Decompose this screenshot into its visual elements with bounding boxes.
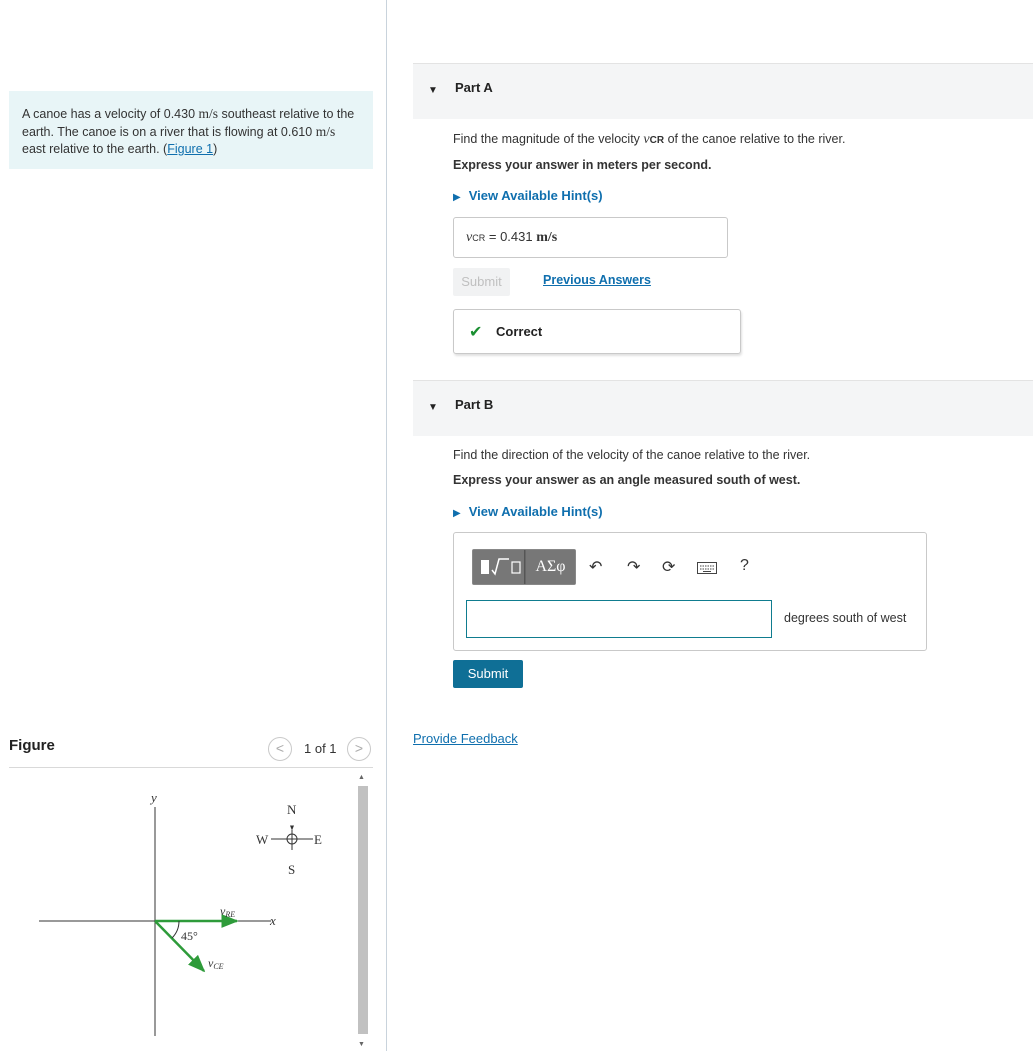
compass-rose bbox=[256, 802, 322, 877]
greek-symbols-button[interactable]: ΑΣφ bbox=[526, 550, 575, 584]
expand-triangle-icon: ▶ bbox=[453, 508, 461, 519]
x-axis-label: x bbox=[270, 913, 276, 928]
chevron-left-icon: < bbox=[275, 740, 285, 756]
scroll-down-icon[interactable]: ▼ bbox=[358, 1041, 365, 1048]
angle-label: 45° bbox=[181, 929, 198, 943]
panel-divider bbox=[386, 0, 387, 1051]
answer-input[interactable] bbox=[466, 600, 772, 638]
unit: m/s bbox=[198, 106, 219, 121]
part-b-title: Part B bbox=[455, 397, 494, 412]
part-a-instruction: Express your answer in meters per second. bbox=[453, 158, 712, 172]
figure-title: Figure bbox=[9, 737, 55, 754]
part-b-hint-toggle[interactable] bbox=[453, 504, 603, 519]
provide-feedback-link[interactable]: Provide Feedback bbox=[413, 731, 518, 746]
next-figure-button[interactable] bbox=[347, 737, 371, 761]
part-b-instruction: Express your answer as an angle measured south of west. bbox=[453, 473, 801, 487]
question-text: of the canoe relative to the river. bbox=[667, 132, 846, 146]
previous-figure-button[interactable] bbox=[268, 737, 292, 761]
question-text: Find the magnitude of the velocity bbox=[453, 132, 640, 146]
unit-label: degrees south of west bbox=[784, 611, 907, 625]
left-panel bbox=[0, 0, 386, 1051]
problem-text: ) bbox=[213, 142, 218, 156]
answer-unit: m/s bbox=[536, 230, 558, 245]
collapse-caret-icon[interactable]: ▼ bbox=[428, 402, 438, 413]
figure-count: 1 of 1 bbox=[304, 741, 337, 756]
fraction-sqrt-icon bbox=[473, 550, 525, 584]
undo-icon[interactable]: ↶ bbox=[589, 559, 603, 576]
previous-answers-link[interactable]: Previous Answers bbox=[543, 273, 651, 287]
problem-text: east relative to the earth. ( bbox=[22, 142, 168, 156]
part-a-title: Part A bbox=[455, 80, 493, 95]
compass-south: S bbox=[288, 862, 296, 877]
figure-diagram bbox=[9, 772, 354, 1051]
part-a-question bbox=[453, 132, 845, 148]
redo-icon[interactable]: ↷ bbox=[627, 559, 641, 576]
part-a-feedback bbox=[453, 309, 741, 354]
problem-statement bbox=[9, 91, 373, 169]
y-axis-label: y bbox=[151, 790, 157, 805]
reset-icon[interactable]: ⟳ bbox=[662, 559, 676, 576]
help-icon[interactable]: ? bbox=[740, 557, 749, 574]
question-subscript: CR bbox=[649, 135, 665, 146]
vector-ce-label: vCE bbox=[208, 956, 224, 971]
equals-sign: = bbox=[488, 229, 497, 244]
math-editor bbox=[453, 532, 927, 651]
part-a-hint-toggle[interactable] bbox=[453, 188, 603, 203]
part-b-header[interactable] bbox=[413, 380, 1033, 436]
scroll-thumb[interactable] bbox=[358, 786, 368, 1034]
chevron-right-icon: > bbox=[354, 740, 364, 756]
problem-text: A canoe has a velocity of 0.430 bbox=[22, 107, 196, 121]
hint-label: View Available Hint(s) bbox=[468, 188, 603, 203]
collapse-caret-icon[interactable]: ▼ bbox=[428, 85, 438, 96]
figure-header bbox=[9, 736, 373, 768]
answer-value: 0.431 bbox=[500, 229, 533, 244]
figure-scrollbar[interactable] bbox=[356, 772, 370, 1051]
compass-west: W bbox=[256, 832, 269, 847]
answer-subscript: CR bbox=[472, 233, 486, 243]
answer-variable: v bbox=[466, 230, 473, 245]
compass-north: N bbox=[287, 802, 297, 817]
question-variable: v bbox=[643, 132, 650, 147]
part-b-question: Find the direction of the velocity of the canoe relative to the river. bbox=[453, 448, 811, 462]
part-a-answer bbox=[453, 217, 728, 258]
scroll-up-icon[interactable]: ▲ bbox=[358, 774, 365, 781]
part-a-submit-button: Submit bbox=[453, 268, 510, 296]
angle-arc bbox=[172, 921, 179, 938]
problem-text: southeast relative to the earth. The canoe is on a river that is flowing at 0.610 bbox=[22, 107, 355, 139]
vector-re-label: vRE bbox=[220, 904, 236, 919]
figure-link[interactable]: Figure 1 bbox=[167, 142, 214, 156]
part-a-header[interactable] bbox=[413, 63, 1033, 119]
correct-status: Correct bbox=[496, 324, 543, 339]
part-b-submit-button[interactable]: Submit bbox=[453, 660, 523, 688]
compass-east: E bbox=[314, 832, 322, 847]
editor-toolbar bbox=[472, 549, 576, 585]
keyboard-icon[interactable] bbox=[697, 561, 717, 579]
checkmark-icon: ✔ bbox=[469, 324, 483, 341]
hint-label: View Available Hint(s) bbox=[468, 504, 603, 519]
unit: m/s bbox=[315, 124, 336, 139]
expand-triangle-icon: ▶ bbox=[453, 192, 461, 203]
templates-button[interactable] bbox=[473, 550, 525, 584]
